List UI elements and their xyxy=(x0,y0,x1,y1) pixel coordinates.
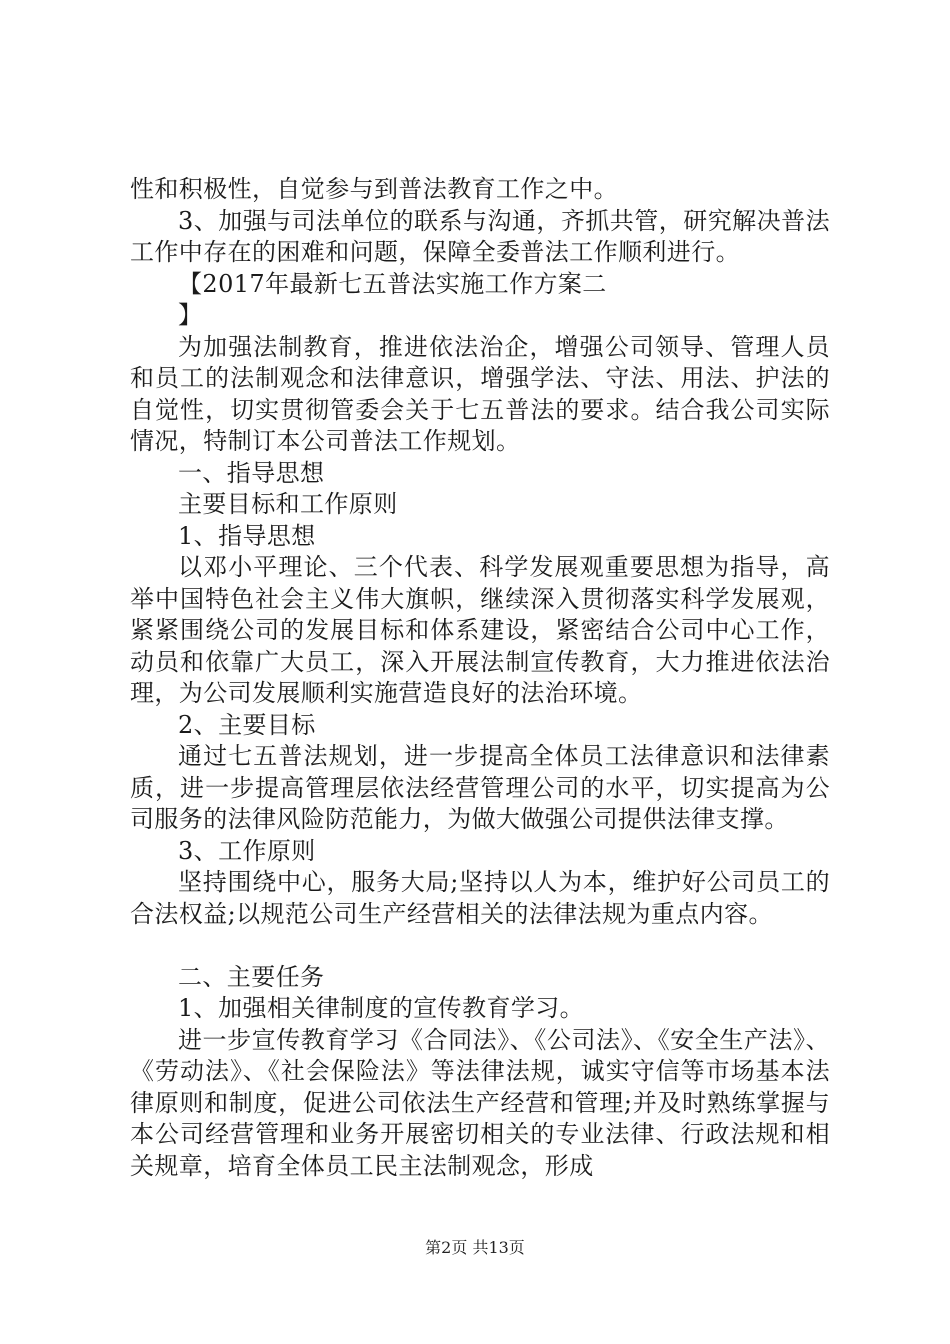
paragraph-continuation: 性和积极性，自觉参与到普法教育工作之中。 xyxy=(130,175,618,203)
heading-main-tasks: 二、主要任务 xyxy=(178,962,325,991)
subheading-guiding-ideology: 1、指导思想 xyxy=(178,521,316,550)
subheading-work-principles: 3、工作原则 xyxy=(178,836,316,865)
paragraph-work-principles: 坚持围绕中心，服务大局;坚持以人为本，维护好公司员工的合法权益;以规范公司生产经营相关的法律法规为重点内容。 xyxy=(130,868,830,928)
paragraph-task-one: 进一步宣传教育学习《合同法》、《公司法》、《安全生产法》、《劳动法》、《社会保险法》等法律法规，诚实守信等市场基本法律原则和制度，促进公司依法生产经营和管理;并及时熟练掌握与本公司经营管理和业务开展密切相关的专业法律、行政法规和相关规章，培育全体员工民主法制观念，形成 xyxy=(130,1025,830,1180)
page-footer xyxy=(0,1238,950,1258)
paragraph-item-3: 3、加强与司法单位的联系与沟通，齐抓共管，研究解决普法工作中存在的困难和问题，保障全委普法工作顺利进行。 xyxy=(130,206,830,266)
paragraph-guiding-ideology: 以邓小平理论、三个代表、科学发展观重要思想为指导，高举中国特色社会主义伟大旗帜，继续深入贯彻落实科学发展观，紧紧围绕公司的发展目标和体系建设，紧密结合公司中心工作，动员和依靠广大员工，深入开展法制宣传教育，大力推进依法治理，为公司发展顺利实施营造良好的法治环境。 xyxy=(130,553,830,707)
paragraph-intro: 为加强法制教育，推进依法治企，增强公司领导、管理人员和员工的法制观念和法律意识，增强学法、守法、用法、护法的自觉性，切实贯彻管委会关于七五普法的要求。结合我公司实际情况，特制订本公司普法工作规划。 xyxy=(130,332,830,455)
heading-guiding-ideology: 一、指导思想 xyxy=(178,458,325,487)
document-body xyxy=(130,174,830,1182)
paragraph-main-goals: 通过七五普法规划，进一步提高全体员工法律意识和法律素质，进一步提高管理层依法经营管理公司的水平，切实提高为公司服务的法律风险防范能力，为做大做强公司提供法律支撑。 xyxy=(130,742,830,833)
page-number-label: 第2页 共13页 xyxy=(425,1238,525,1257)
section-heading-plan-two: 【2017年最新七五普法实施工作方案二 xyxy=(178,269,607,298)
subheading-task-one: 1、加强相关律制度的宣传教育学习。 xyxy=(178,994,585,1022)
subheading-main-goals: 2、主要目标 xyxy=(178,710,316,739)
heading-goals-principles: 主要目标和工作原则 xyxy=(178,490,398,518)
paragraph-spacer xyxy=(130,930,830,962)
section-heading-bracket-close: 】 xyxy=(178,301,203,329)
